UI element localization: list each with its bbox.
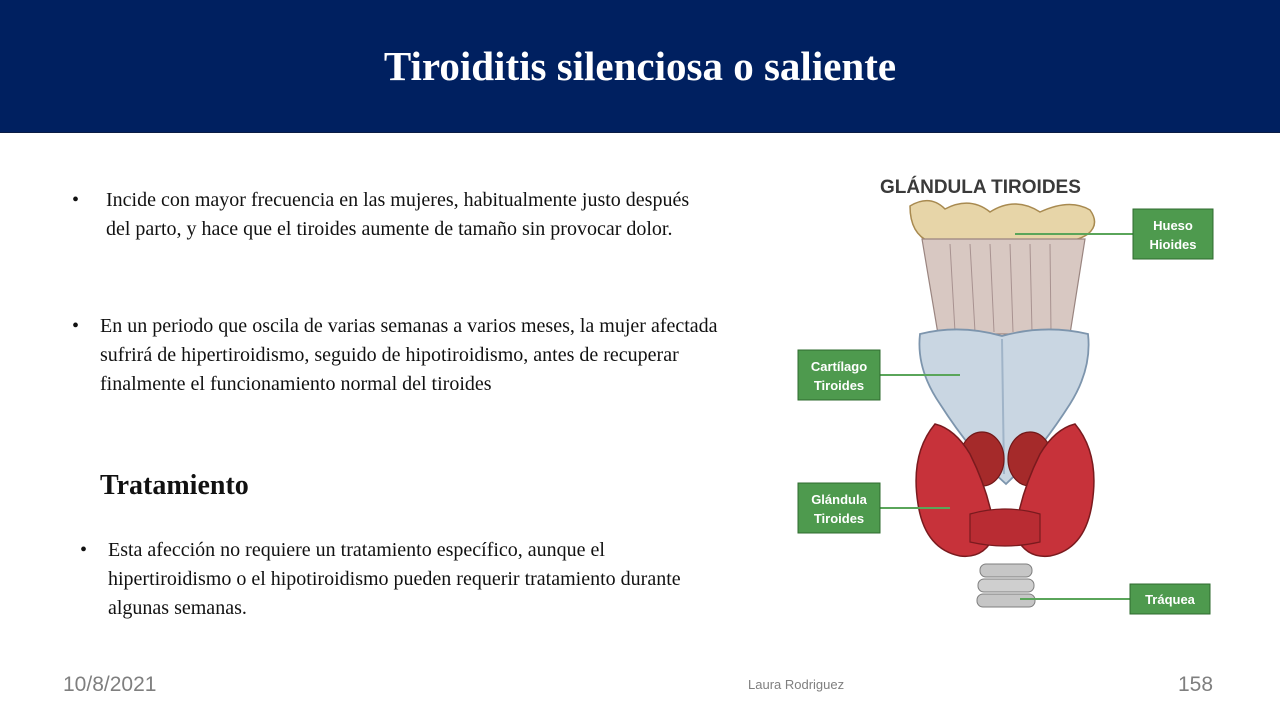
slide-title: Tiroiditis silenciosa o saliente [383, 43, 897, 89]
page-number: 158 [1178, 673, 1214, 696]
bullet-item [72, 186, 712, 244]
label-cartilage-line2: Tiroides [813, 378, 865, 393]
trachea-ring [980, 564, 1032, 577]
trachea-ring [977, 594, 1035, 607]
trachea-ring [978, 579, 1034, 592]
bullet-item [72, 312, 742, 399]
thyroid-diagram [770, 154, 1240, 624]
title-bar [0, 0, 1280, 133]
thyrohyoid-membrane [922, 239, 1085, 334]
label-gland-line1: Glándula [811, 492, 867, 507]
bullet-text: Incide con mayor frecuencia en las mujeres, habitualmente justo después del parto, y hace que el tiroides aumente de tamaño sin provocar dolor. [106, 189, 690, 240]
thyroid-illustration [770, 154, 1240, 624]
label-hyoid-line2: Hioides [1149, 237, 1197, 252]
label-trachea-text: Tráquea [1145, 592, 1195, 607]
figure-title: GLÁNDULA TIROIDES [880, 177, 1081, 198]
label-hyoid-line1: Hueso [1153, 218, 1193, 233]
bullet-marker: • [72, 189, 80, 211]
bullet-item [80, 536, 720, 623]
bullet-text: En un periodo que oscila de varias semanas a varios meses, la mujer afectada sufrirá de hipertiroidismo, seguido de hipotiroidismo, antes de recuperar finalmente el funcionamiento normal del tiroides [100, 315, 718, 395]
bullet-text: Esta afección no requiere un tratamiento específico, aunque el hipertiroidismo o el hipotiroidismo pueden requerir tratamiento durante algunas semanas. [108, 539, 681, 619]
bullet-marker: • [80, 539, 88, 561]
treatment-heading: Tratamiento [100, 470, 249, 501]
label-cartilage-line1: Cartílago [810, 359, 868, 374]
footer-date: 10/8/2021 [63, 673, 157, 696]
bullet-marker: • [72, 315, 80, 337]
label-gland-line2: Tiroides [813, 511, 865, 526]
thyroid-isthmus [970, 509, 1040, 546]
footer-author: Laura Rodriguez [748, 677, 845, 692]
